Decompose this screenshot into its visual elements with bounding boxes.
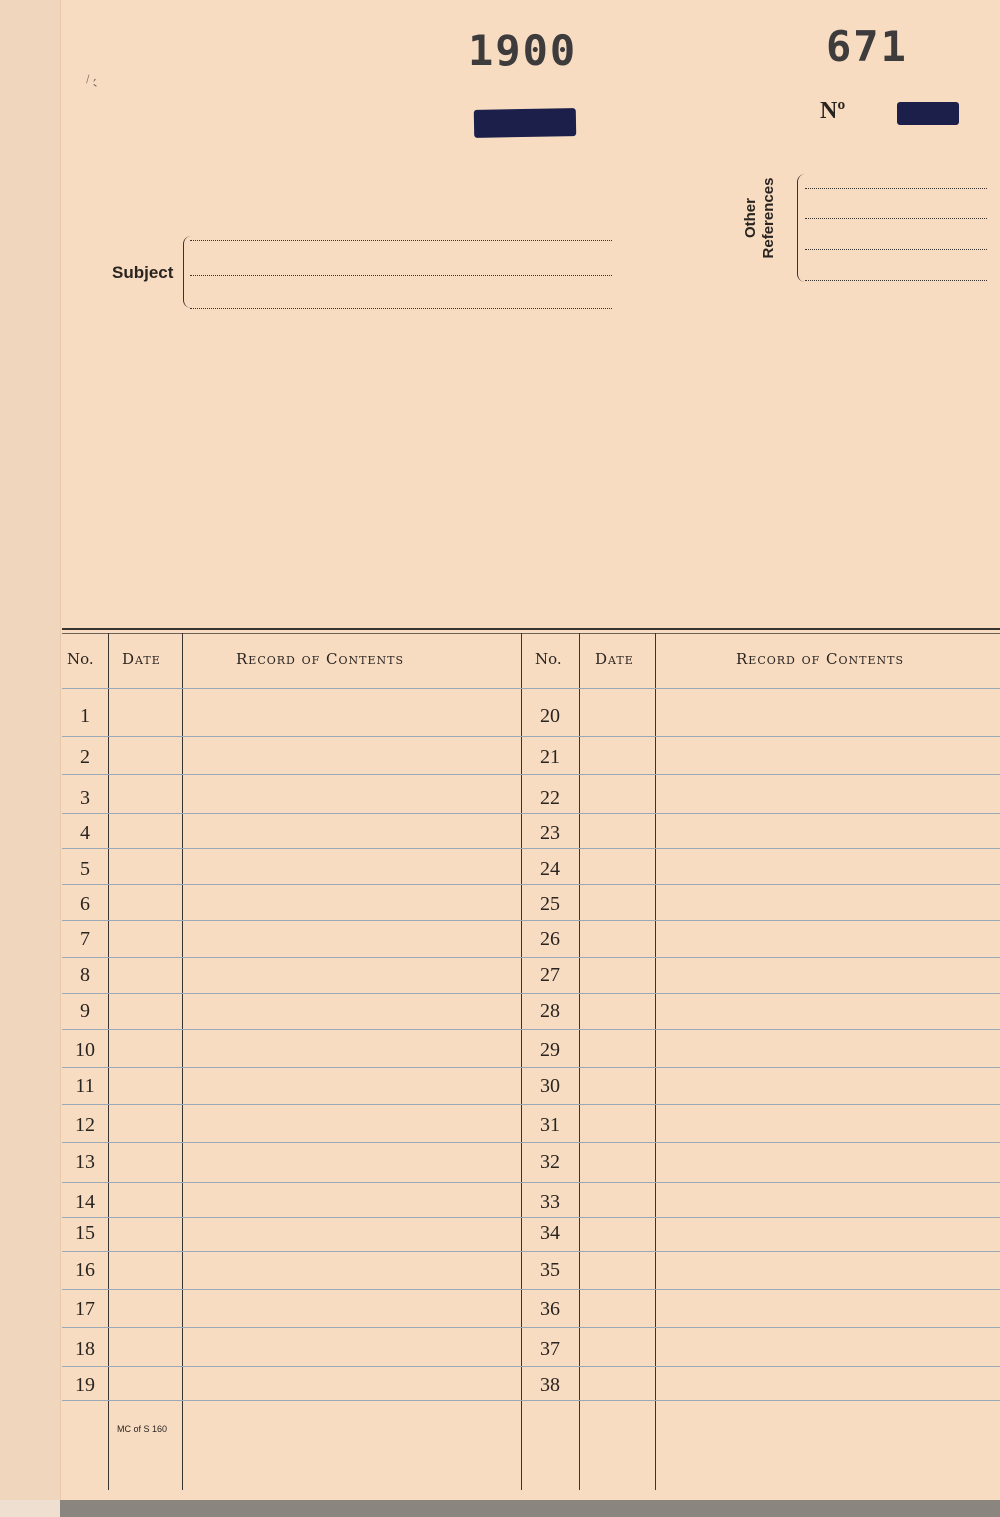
row-rule [62, 1289, 1000, 1290]
row-number: 13 [75, 1151, 95, 1173]
row-number: 35 [540, 1259, 560, 1281]
row-number: 23 [540, 822, 560, 844]
row-number: 25 [540, 893, 560, 915]
row-number: 36 [540, 1298, 560, 1320]
row-number: 32 [540, 1151, 560, 1173]
table-top-rule [62, 633, 1000, 634]
row-rule [62, 688, 1000, 689]
row-rule [62, 848, 1000, 849]
bottom-edge-spine [0, 1500, 60, 1517]
bottom-edge [0, 1500, 1000, 1517]
row-rule [62, 993, 1000, 994]
row-number: 15 [75, 1222, 95, 1244]
number-label: Nº [820, 98, 846, 124]
row-number: 7 [80, 928, 90, 950]
subject-line [190, 308, 612, 309]
row-number: 1 [80, 705, 90, 727]
row-number: 28 [540, 1000, 560, 1022]
row-number: 20 [540, 705, 560, 727]
header-record-left: Record of Contents [236, 650, 405, 668]
header-date-left: Date [122, 650, 161, 668]
row-number: 9 [80, 1000, 90, 1022]
header-no-right: No. [535, 650, 562, 668]
row-number: 17 [75, 1298, 95, 1320]
column-divider [182, 633, 183, 1490]
row-number: 22 [540, 787, 560, 809]
subject-line [190, 240, 612, 241]
year-stamp: 1900 [468, 26, 578, 75]
redaction-block [897, 102, 959, 125]
row-number: 19 [75, 1374, 95, 1396]
row-number: 2 [80, 746, 90, 768]
references-brace [797, 174, 808, 282]
row-number: 38 [540, 1374, 560, 1396]
table-top-rule [62, 628, 1000, 630]
row-rule [62, 884, 1000, 885]
row-number: 4 [80, 822, 90, 844]
row-rule [62, 1067, 1000, 1068]
reference-line [805, 218, 987, 219]
row-rule [62, 1251, 1000, 1252]
header-no-left: No. [67, 650, 94, 668]
row-rule [62, 813, 1000, 814]
row-number: 24 [540, 858, 560, 880]
row-number: 21 [540, 746, 560, 768]
row-number: 26 [540, 928, 560, 950]
row-number: 14 [75, 1191, 95, 1213]
row-number: 11 [75, 1075, 95, 1097]
row-rule [62, 1182, 1000, 1183]
row-rule [62, 957, 1000, 958]
row-rule [62, 1217, 1000, 1218]
file-number-stamp: 671 [826, 22, 908, 71]
row-rule [62, 1142, 1000, 1143]
cloth-spine [0, 0, 61, 1501]
row-rule [62, 1366, 1000, 1367]
row-number: 10 [75, 1039, 95, 1061]
subject-brace [183, 236, 194, 308]
row-number: 12 [75, 1114, 95, 1136]
column-divider [521, 633, 522, 1490]
row-number: 37 [540, 1338, 560, 1360]
header-record-right: Record of Contents [736, 650, 905, 668]
reference-line [805, 249, 987, 250]
other-references-label [742, 168, 778, 268]
row-number: 18 [75, 1338, 95, 1360]
row-number: 6 [80, 893, 90, 915]
row-number: 16 [75, 1259, 95, 1281]
row-rule [62, 1400, 1000, 1401]
corner-mark: \ '- [82, 71, 102, 92]
row-rule [62, 1029, 1000, 1030]
column-divider [108, 633, 109, 1490]
row-rule [62, 920, 1000, 921]
row-rule [62, 1104, 1000, 1105]
subject-line [190, 275, 612, 276]
subject-label: Subject [112, 263, 174, 282]
row-number: 30 [540, 1075, 560, 1097]
row-rule [62, 736, 1000, 737]
reference-line [805, 188, 987, 189]
row-number: 34 [540, 1222, 560, 1244]
row-number: 3 [80, 787, 90, 809]
row-rule [62, 1327, 1000, 1328]
row-number: 33 [540, 1191, 560, 1213]
redaction-block [474, 108, 576, 138]
row-number: 8 [80, 964, 90, 986]
form-code: MC of S 160 [117, 1424, 168, 1434]
reference-line [805, 280, 987, 281]
row-rule [62, 774, 1000, 775]
row-number: 5 [80, 858, 90, 880]
row-number: 31 [540, 1114, 560, 1136]
other-references-line1: Other [742, 198, 759, 239]
row-number: 27 [540, 964, 560, 986]
row-number: 29 [540, 1039, 560, 1061]
column-divider [579, 633, 580, 1490]
column-divider [655, 633, 656, 1490]
header-date-right: Date [595, 650, 634, 668]
other-references-line2: References [760, 177, 777, 259]
